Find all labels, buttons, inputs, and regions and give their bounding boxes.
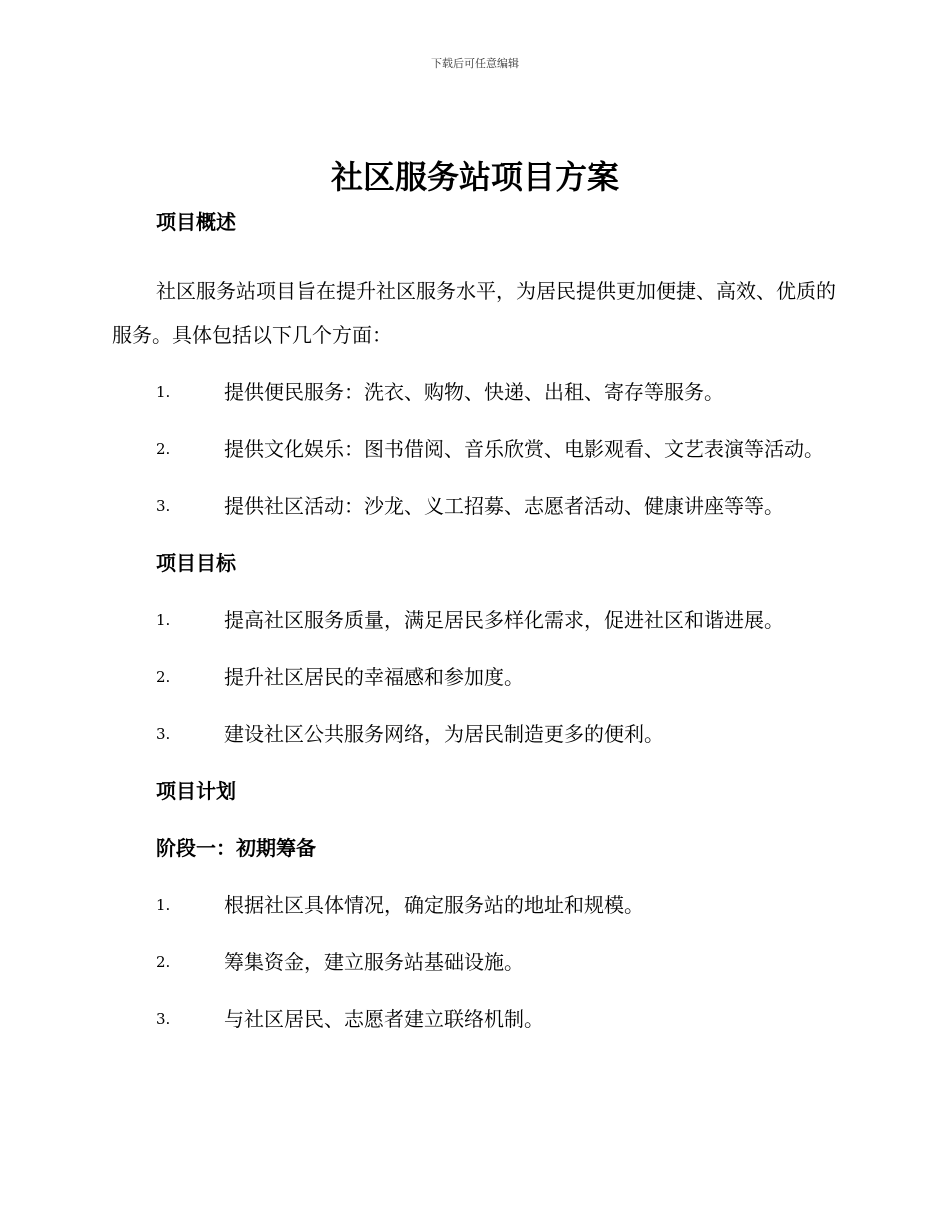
- list-number: 1.: [156, 383, 171, 401]
- list-number: 2.: [156, 668, 171, 686]
- list-number: 2.: [156, 953, 171, 971]
- list-item: [112, 883, 840, 927]
- list-text: 提升社区居民的幸福感和参加度。: [224, 665, 524, 689]
- subsection-heading-phase1: 阶段一：初期筹备: [156, 836, 316, 860]
- section-heading-plan: 项目计划: [156, 779, 236, 803]
- list-item: [112, 940, 840, 984]
- list-number: 2.: [156, 440, 171, 458]
- list-item: [112, 427, 840, 471]
- list-number: 3.: [156, 725, 171, 743]
- list-text: 与社区居民、志愿者建立联络机制。: [224, 1007, 544, 1031]
- document-title: 社区服务站项目方案: [330, 158, 619, 196]
- list-text: 筹集资金，建立服务站基础设施。: [224, 950, 524, 974]
- document-body: [112, 200, 840, 1054]
- list-text: 提高社区服务质量，满足居民多样化需求，促进社区和谐进展。: [224, 608, 784, 632]
- list-item: [112, 370, 840, 414]
- section-heading-overview: 项目概述: [156, 210, 236, 234]
- list-text: 根据社区具体情况，确定服务站的地址和规模。: [224, 893, 644, 917]
- list-item: [112, 598, 840, 642]
- list-text: 建设社区公共服务网络，为居民制造更多的便利。: [224, 722, 664, 746]
- list-number: 3.: [156, 1010, 171, 1028]
- list-number: 3.: [156, 497, 171, 515]
- list-number: 1.: [156, 896, 171, 914]
- list-item: [112, 712, 840, 756]
- list-item: [112, 655, 840, 699]
- list-text: 提供社区活动：沙龙、义工招募、志愿者活动、健康讲座等等。: [224, 494, 784, 518]
- section-heading-goals: 项目目标: [156, 551, 236, 575]
- page-header: 下载后可任意编辑: [431, 57, 519, 70]
- list-number: 1.: [156, 611, 171, 629]
- list-text: 提供文化娱乐：图书借阅、音乐欣赏、电影观看、文艺表演等活动。: [224, 437, 824, 461]
- list-text: 提供便民服务：洗衣、购物、快递、出租、寄存等服务。: [224, 380, 724, 404]
- list-item: [112, 484, 840, 528]
- overview-intro: 社区服务站项目旨在提升社区服务水平，为居民提供更加便捷、高效、优质的服务。具体包括以下几个方面：: [112, 279, 836, 347]
- list-item: [112, 997, 840, 1041]
